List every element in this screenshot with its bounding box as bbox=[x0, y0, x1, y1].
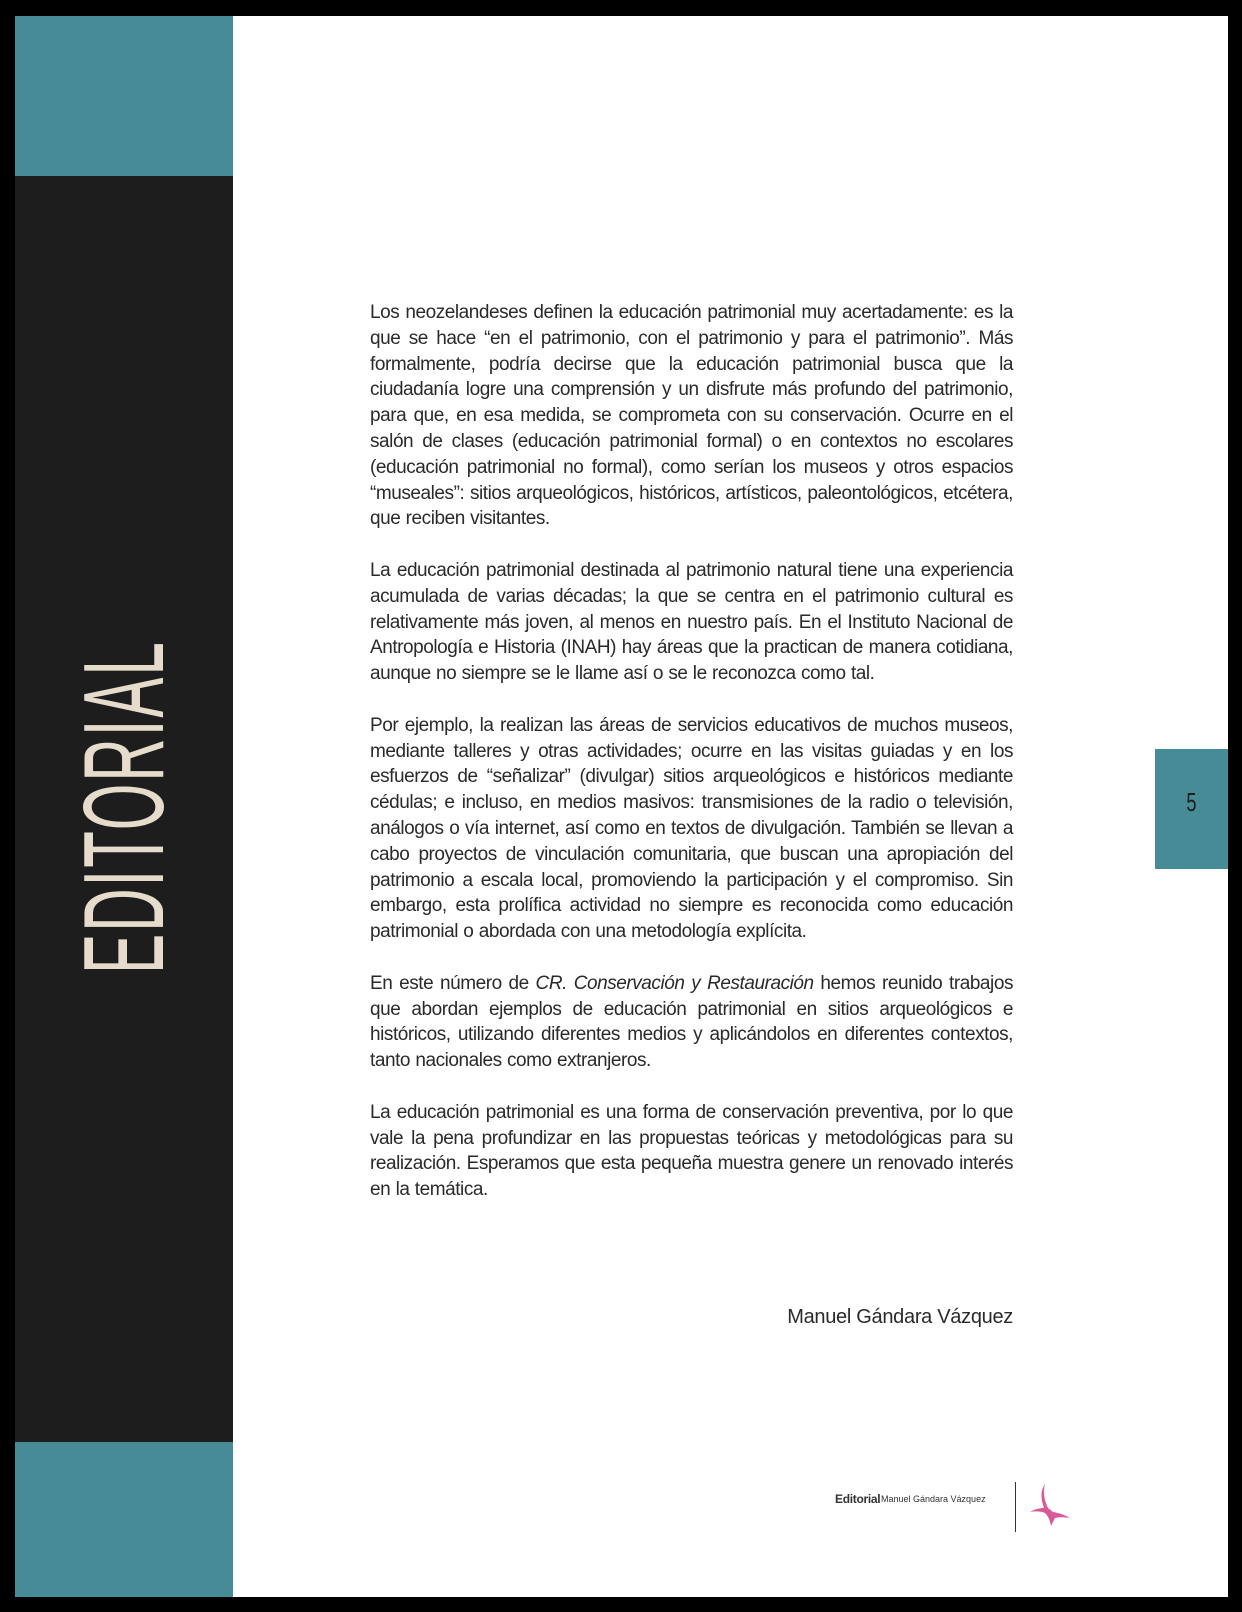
article-body bbox=[370, 300, 1013, 1229]
author-signature: Manuel Gándara Vázquez bbox=[787, 1306, 1013, 1328]
page-number-tab bbox=[1155, 749, 1228, 869]
footer-section-name: Editorial bbox=[835, 1492, 881, 1506]
footer-divider bbox=[1015, 1482, 1016, 1532]
paragraph-2: La educación patrimonial destinada al patrimonio natural tiene una experiencia acumulada de varias décadas; la que se centra en el patrimonio cultural es relativamente más joven, al menos en nuestro país. En el Instituto Nacional de Antropología e Historia (INAH) hay áreas que la practican de manera cotidiana, aunque no siempre se le llame así o se le reconozca como tal. bbox=[370, 559, 1013, 685]
paragraph-5: La educación patrimonial es una forma de conservación preventiva, por lo que vale la pena profundizar en las propuestas teóricas y metodológicas para su realización. Esperamos que esta pequeña muestra genere un renovado interés en la temática. bbox=[370, 1101, 1013, 1201]
section-title: EDITORIAL bbox=[60, 640, 188, 974]
journal-title: CR. Conservación y Restauración bbox=[535, 972, 814, 994]
paragraph-1: Los neozelandeses definen la educación patrimonial muy acertadamente: es la que se hace “en el patrimonio, con el patrimonio y para el patrimonio”. Más formalmente, podría decirse que la educación patrimonial busca que la ciudadanía logre una comprensión y un disfrute más profundo del patrimonio, para que, en esa medida, se comprometa con su conservación. Ocurre en el salón de clases (educación patrimonial formal) o en contextos no escolares (educación patrimonial no formal), como serían los museos y otros espacios “museales”: sitios arqueológicos, históricos, artísticos, paleontológicos, etcétera, que reciben visitantes. bbox=[370, 302, 1013, 530]
sidebar-top-band bbox=[15, 16, 233, 176]
hummingbird-shape bbox=[1030, 1484, 1070, 1526]
hummingbird-icon bbox=[1029, 1482, 1071, 1528]
paragraph-4-lead: En este número de bbox=[370, 972, 536, 994]
footer-author: Manuel Gándara Vázquez bbox=[881, 1494, 986, 1504]
page-number: 5 bbox=[1186, 787, 1197, 817]
paragraph-3: Por ejemplo, la realizan las áreas de servicios educativos de muchos museos, mediante talleres y otras actividades; ocurre en las visitas guiadas y en los esfuerzos de “señalizar” (divulgar) sitios arqueológicos e históricos mediante cédulas; e incluso, en medios masivos: transmisiones de la radio o televisión, análogos o vía internet, así como en textos de divulgación. También se llevan a cabo proyectos de vinculación comunitaria, que buscan una apropiación del patrimonio a escala local, promoviendo la participación y el compromiso. Sin embargo, esta prolífica actividad no siempre es reconocida como educación patrimonial o abordada con una metodología explícita. bbox=[370, 714, 1013, 943]
page bbox=[15, 16, 1228, 1597]
paragraph-4 bbox=[370, 971, 1013, 1074]
sidebar bbox=[15, 16, 233, 1597]
paragraph-4-rest: hemos reunido trabajos que abordan ejemplos de educación patrimonial en sitios arqueológicos e históricos, utilizando diferentes medios y aplicándolos en diferentes contextos, tanto nacionales como extranjeros. bbox=[370, 972, 1013, 1072]
sidebar-bottom-band bbox=[15, 1442, 233, 1597]
